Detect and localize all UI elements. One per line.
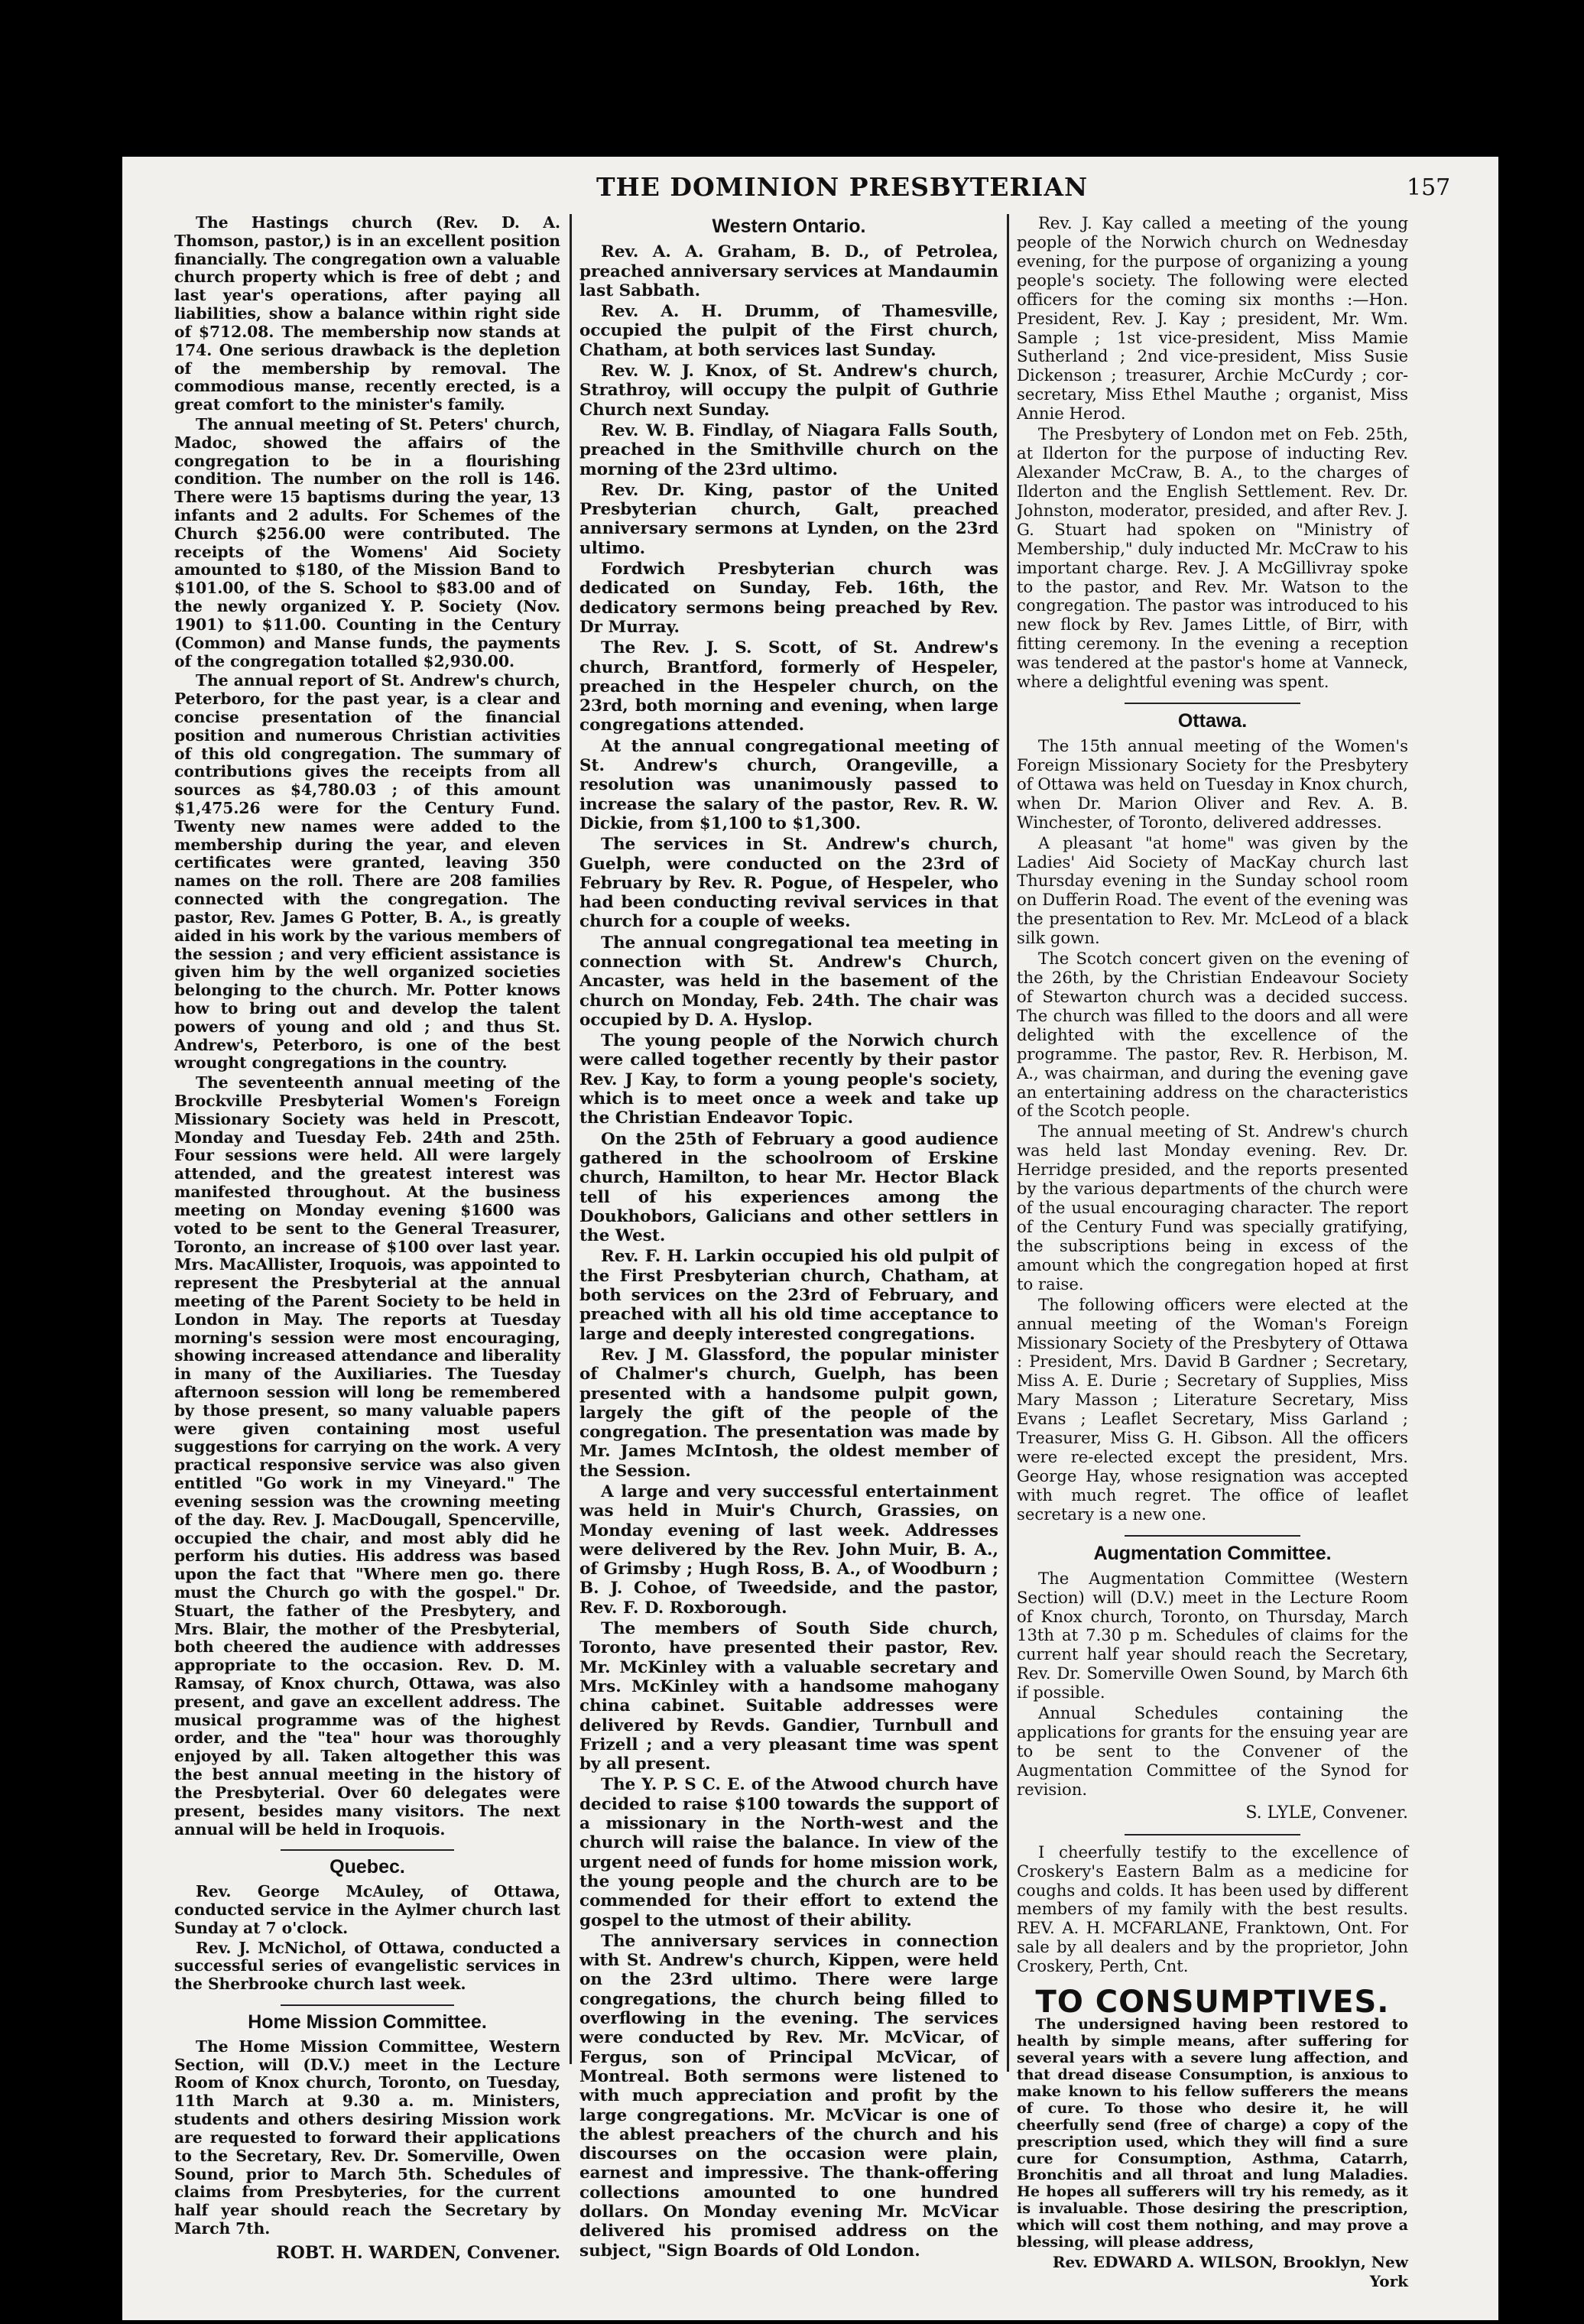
article-w-9: The annual congregational tea meeting in connection with St. Andrew's Church, Ancaster, was held in the basement of the church on Monday, Feb. 24th. The chair was occupied by D. A. Hyslop. [579,933,998,1030]
ad-signature: Rev. EDWARD A. WILSON, Brooklyn, New York [1052,2253,1408,2291]
article-quebec-2: Rev. J. McNichol, of Ottawa, conducted a successful series of evangelistic services in the Sherbrooke church last week. [174,1938,560,1994]
column-1 [174,214,560,2266]
article-peterboro: The annual report of St. Andrew's church, Peterboro, for the past year, is a clear and concise presentation of the financial position and numerous Christian activities of this old congregation. The summary of contributions gives the receipts from all sources as $4,780.03 ; of this amount $1,475.26 were for the Century Fund. Twenty new names were added to the membership during the year, and eleven certificates were granted, leaving 350 names on the roll. There are 208 families connected with the congregation. The pastor, Rev. James G Potter, B. A., is greatly aided in his work by the various members of the session ; and very efficient assistance is given him by the well organized societies belonging to the church. Mr. Potter knows how to bring out and develop the talent powers of young and old ; and thus St. Andrew's, Peterboro, is one of the best wrought congregations in the country. [174,671,560,1073]
article-w-3: Rev. W. B. Findlay, of Niagara Falls South, preached in the Smithville church on the morning of the 23rd ultimo. [579,420,998,479]
article-home-mission: The Home Mission Committee, Western Section, will (D.V.) meet in the Lecture Room of Knox church, Toronto, on Tuesday, 11th March at 9.30 a. m. Ministers, students and others desiring Mission work are requested to forward their applications to the Secretary, Rev. Dr. Somerville, Owen Sound, prior to March 5th. Schedules of claims from Presbyteries, for the current half year should reach the Secretary by March 7th. [174,2037,560,2238]
column-2 [579,214,998,2262]
article-w-2: Rev. W. J. Knox, of St. Andrew's church, Strathroy, will occupy the pulpit of Guthrie Church next Sunday. [579,362,998,420]
article-w-15: The members of South Side church, Toronto, have presented their pastor, Rev. Mr. McKinley with a valuable secretary and Mrs. McKinley with a handsome mahogany china cabinet. Suitable addresses were delivered by Revds. Gandier, Turnbull and Frizell ; and a very pleasant time was spent by all present. [579,1619,998,1774]
article-norwich: Rev. J. Kay called a meeting of the young people of the Norwich church on Wednesday evening, for the purpose of organizing a young people's society. The following were elected officers for the coming six months :—Hon. President, Rev. J. Kay ; president, Mr. Wm. Sample ; 1st vice-president, Miss Mamie Sutherland ; 2nd vice-president, Miss Susie Dickenson ; treasurer, Archie McCurdy ; cor-secretary, Miss Ethel Mauthe ; organist, Miss Annie Herod. [1017,213,1408,424]
ad-body: The undersigned having been restored to health by simple means, after suffering for several years with a severe lung affection, and that dread disease Consumption, is anxious to make known to his fellow sufferers the means of cure. To those who desire it, he will cheerfully send (free of charge) a copy of the prescription used, which they will find a sure cure for Consumption, Asthma, Catarrh, Bronchitis and all throat and lung Maladies. He hopes all sufferers will try his remedy, as it is invaluable. Those desiring the prescription, which will cost them nothing, and may prove a blessing, will please address, [1017,2016,1408,2251]
article-w-11: On the 25th of February a good audience gathered in the schoolroom of Erskine church, Hamilton, to hear Mr. Hector Black tell of his experiences among the Doukhobors, Galicians and other settlers in the West. [579,1129,998,1246]
article-w-16: The Y. P. S C. E. of the Atwood church have decided to raise $100 towards the support of a missionary in the North-west and the church will raise the balance. In view of the urgent need of funds for home mission work, the young people and the church are to be commended for their effort to extend the gospel to the utmost of their ability. [579,1775,998,1930]
article-london: The Presbytery of London met on Feb. 25th, at Ilderton for the purpose of inducting Rev. Alexander McCraw, B. A., to the charges of Ilderton and the English Settlement. Rev. Dr. Johnston, moderator, presided, and after Rev. J. G. Stuart had spoken on "Ministry of Membership," duly inducted Mr. McCraw to his important charge. Rev. J. A McGillivray spoke to the pastor, and Rev. Mr. Watson to the congregation. The pastor was introduced to his new flock by Rev. James Little, of Birr, with fitting ceremony. In the evening a reception was tendered at the pastor's home at Vanneck, where a delightful evening was spent. [1017,424,1408,692]
article-ottawa-3: The annual meeting of St. Andrew's church was held last Monday evening. Rev. Dr. Herridge presided, and the reports presented by the various departments of the church were of the usual encouraging character. The report of the Century Fund was specially gratifying, the subscriptions being in excess of the amount which the congregation hoped at first to raise. [1017,1121,1408,1293]
ad-heading-consumptives: TO CONSUMPTIVES. [1035,1985,1390,2021]
column-rule-2 [1007,214,1009,2072]
heading-home-mission: Home Mission Committee. [248,2011,487,2033]
heading-quebec: Quebec. [329,1856,405,1878]
heading-ottawa: Ottawa. [1177,710,1248,732]
article-w-13: Rev. J M. Glassford, the popular minister of Chalmer's church, Guelph, has been presented with a handsome pulpit gown, largely the gift of the people of the congregation. The presentation was made by Mr. James McIntosh, the oldest member of the Session. [579,1345,998,1481]
column-3 [1017,214,1408,2291]
article-ottawa-4: The following officers were elected at the annual meeting of the Woman's Foreign Missionary Society of the Presbytery of Ottawa : President, Mrs. David B Gardner ; Secretary, Miss A. E. Durie ; Secretary of Supplies, Miss Mary Masson ; Literature Secretary, Miss Evans ; Leaflet Secretary, Miss Garland ; Treasurer, Miss G. H. Gibson. All the officers were re-elected except the president, Mrs. George Hay, whose resignation was accepted with much regret. The office of leaflet secretary is a new one. [1017,1294,1408,1524]
article-w-12: Rev. F. H. Larkin occupied his old pulpit of the First Presbyterian church, Chatham, at both services on the 23rd of February, and preached with all his old time acceptance to large and deeply interested congregations. [579,1247,998,1344]
article-w-0: Rev. A. A. Graham, B. D., of Petrolea, preached anniversary services at Mandaumin last Sabbath. [579,242,998,300]
column-rule-1 [570,214,572,2064]
article-w-10: The young people of the Norwich church were called together recently by their pastor Rev. J Kay, to form a young people's society, which is to meet once a week and take up the Christian Endeavor Topic. [579,1031,998,1128]
article-ottawa-0: The 15th annual meeting of the Women's Foreign Missionary Society for the Presbytery of Ottawa was held on Tuesday in Knox church, when Dr. Marion Oliver and Rev. A. B. Winchester, of Toronto, delivered addresses. [1017,735,1408,832]
section-divider [1125,703,1300,704]
page-number: 157 [1407,174,1451,201]
signature-lyle: S. LYLE, Convener. [1245,1803,1408,1823]
article-w-7: At the annual congregational meeting of St. Andrew's church, Orangeville, a resolution was unanimously passed to increase the salary of the pastor, Rev. R. W. Dickie, from $1,100 to $1,300. [579,736,998,833]
article-aug-0: The Augmentation Committee (Western Section) will (D.V.) meet in the Lecture Room of Knox church, Toronto, on Thursday, March 13th at 7.30 p m. Schedules of claims for the current half year should reach the Secretary, Rev. Dr. Somerville Owen Sound, by March 6th if possible. [1017,1568,1408,1702]
masthead-title: THE DOMINION PRESBYTERIAN [596,172,1089,202]
article-w-4: Rev. Dr. King, pastor of the United Presbyterian church, Galt, preached anniversary sermons at Lynden, on the 23rd ultimo. [579,480,998,558]
article-madoc: The annual meeting of St. Peters' church, Madoc, showed the affairs of the congregation to be in a flourishing condition. The number on the roll is 146. There were 15 baptisms during the year, 13 infants and 2 adults. For Schemes of the Church $256.00 were contributed. The receipts of the Womens' Aid Society amounted to $180, of the Mission Band to $101.00, of the S. School to $83.00 and of the newly organized Y. P. Society (Nov. 1901) to $11.00. Counting in the Century (Common) and Manse funds, the payments of the congregation totalled $2,930.00. [174,414,560,670]
article-brockville: The seventeenth annual meeting of the Brockville Presbyterial Women's Foreign Missionary Society was held in Prescott, Monday and Tuesday Feb. 24th and 25th. Four sessions were held. All were largely attended, and the greatest interest was manifested throughout. At the business meeting on Monday evening $1600 was voted to be sent to the General Treasurer, Toronto, an increase of $100 over last year. Mrs. MacAllister, Iroquois, was appointed to represent the Presbyterial at the annual meeting of the Parent Society to be held in London in May. The reports at Tuesday morning's session were most encouraging, showing increased attendance and liberality in many of the Auxiliaries. The Tuesday afternoon session will long be remembered by those present, so many valuable papers were given containing most useful suggestions for carrying on the work. A very practical responsive service was also given entitled "Go work in my Vineyard." The evening session was the crowning meeting of the day. Rev. J. MacDougall, Spencerville, occupied the chair, and most ably did he perform his duties. His address was based upon the fact that "Where men go. there must the Church go with the gospel." Dr. Stuart, the father of the Presbytery, and Mrs. Blair, the mother of the Presbyterial, both cheered the audience with addresses appropriate to the occasion. Rev. D. M. Ramsay, of Knox church, Ottawa, was also present, and gave an excellent address. The musical programme was of the highest order, and the "tea" hour was thoroughly enjoyed by all. Taken altogether this was the best annual meeting in the history of the Presbyterial. Over 60 delegates were present, besides many visitors. The next annual will be held in Iroquois. [174,1073,560,1839]
heading-western-ontario: Western Ontario. [712,216,866,237]
article-ottawa-1: A pleasant "at home" was given by the Ladies' Aid Society of MacKay church last Thursday evening in the Sunday school room on Dufferin Road. The event of the evening was the presentation to Rev. Mr. McLeod of a black silk gown. [1017,833,1408,948]
section-divider [281,2004,454,2006]
article-w-5: Fordwich Presbyterian church was dedicated on Sunday, Feb. 16th, the dedicatory sermons being preached by Rev. Dr Murray. [579,560,998,637]
section-divider [1125,1535,1300,1537]
section-divider [281,1849,454,1851]
article-quebec-1: Rev. George McAuley, of Ottawa, conducted service in the Aylmer church last Sunday at 7 o'clock. [174,1882,560,1937]
article-w-14: A large and very successful entertainment was held in Muir's Church, Grassies, on Monday evening of last week. Addresses were delivered by the Rev. John Muir, B. A., of Grimsby ; Hugh Ross, B. A., of Woodburn ; B. J. Cohoe, of Tweedside, and the pastor, Rev. F. D. Roxborough. [579,1482,998,1618]
article-w-8: The services in St. Andrew's church, Guelph, were conducted on the 23rd of February by Rev. R. Pogue, of Hespeler, who had been conducting revival services in that church for a couple of weeks. [579,835,998,932]
article-hastings: The Hastings church (Rev. D. A. Thomson, pastor,) is in an excellent position financially. The congregation own a valuable church property which is free of debt ; and last year's operations, after paying all liabilities, show a balance within right side of $712.08. The membership now stands at 174. One serious drawback is the depletion of the membership by removal. The commodious manse, recently erected, is a great comfort to the minister's family. [174,213,560,414]
article-aug-1: Annual Schedules containing the applications for grants for the ensuing year are to be sent to the Convener of the Augmentation Committee of the Synod for revision. [1017,1703,1408,1799]
section-divider [1125,1834,1300,1836]
signature-warden: ROBT. H. WARDEN, Convener. [276,2242,560,2263]
ad-consumptives [1017,2017,1408,2251]
article-w-17: The anniversary services in connection with St. Andrew's church, Kippen, were held on the 23rd ultimo. There were large congregations, the church being filled to overflowing in the evening. The services were conducted by Rev. Mr. McVicar, of Fergus, son of Principal McVicar, of Montreal. Both sermons were listened to with much appreciation and profit by the large congregations. Mr. McVicar is one of the ablest preachers of the church and his discourses on the occasion were plain, earnest and impressive. The thank-offering collections amounted to one hundred dollars. On Monday evening Mr. McVicar delivered his promised address on the subject, "Sign Boards of Old London. [579,1931,998,2261]
testimonial-croskery: I cheerfully testify to the excellence of Croskery's Eastern Balm as a medicine for coughs and colds. It has been used by different members of my family with the best results. REV. A. H. MCFARLANE, Franktown, Ont. For sale by all dealers and by the proprietor, John Croskery, Perth, Cnt. [1017,1842,1408,1976]
article-w-1: Rev. A. H. Drumm, of Thamesville, occupied the pulpit of the First church, Chatham, at both services last Sunday. [579,302,998,360]
article-w-6: The Rev. J. S. Scott, of St. Andrew's church, Brantford, formerly of Hespeler, preached in the Hespeler church, on the 23rd, both morning and evening, when large congregations attended. [579,638,998,735]
heading-augmentation: Augmentation Committee. [1093,1542,1332,1564]
article-ottawa-2: The Scotch concert given on the evening of the 26th, by the Christian Endeavour Society of Stewarton church was a decided success. The church was filled to the doors and all were delighted with the excellence of the programme. The pastor, Rev. R. Herbison, M. A., was chairman, and during the evening gave an entertaining address on the characteristics of the Scotch people. [1017,949,1408,1121]
